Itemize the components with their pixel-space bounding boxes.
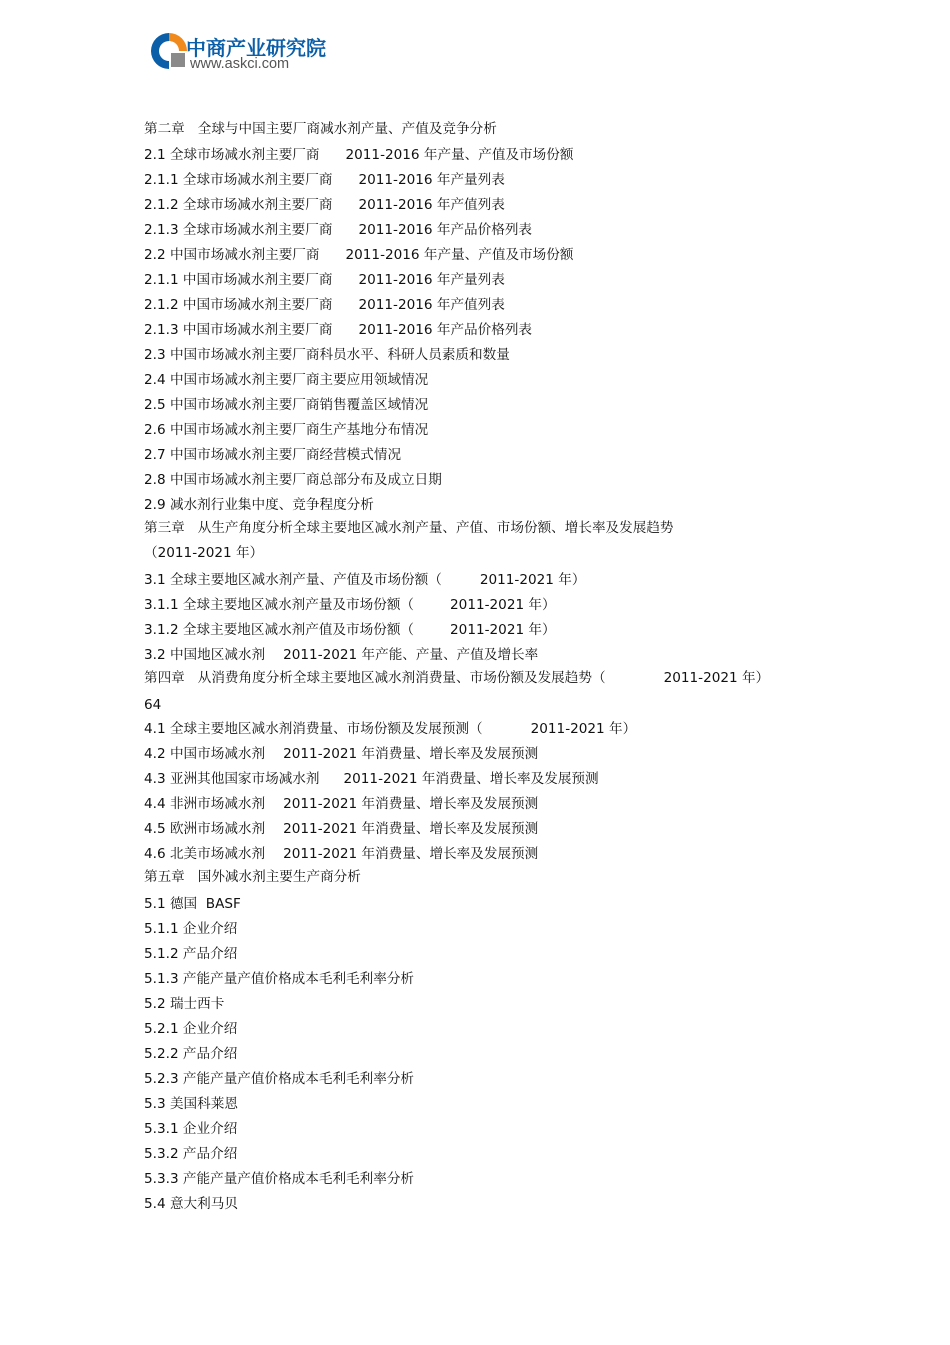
toc-text: 5.1.1 企业介绍 [144,921,238,937]
toc-line-s2-3 [144,346,510,364]
toc-text: 5.1.2 产品介绍 [144,946,238,962]
toc-line-s4-1 [144,720,636,738]
toc-text: 2.3 中国市场减水剂主要厂商科员水平、科研人员素质和数量 [144,347,510,363]
toc-line-s4-6 [144,845,538,863]
toc-line-s5-3-3 [144,1170,414,1188]
toc-text: 第五章 国外减水剂主要生产商分析 [144,869,361,885]
toc-line-s5-3 [144,1095,238,1113]
toc-text-continued: 2011-2021 年消费量、增长率及发展预测 [283,746,539,762]
toc-text-continued: 2011-2021 年消费量、增长率及发展预测 [283,796,539,812]
toc-text-continued: 2011-2016 年产值列表 [358,197,505,213]
toc-text: 第三章 从生产角度分析全球主要地区减水剂产量、产值、市场份额、增长率及发展趋势 [144,520,674,536]
toc-line-s5-2-3 [144,1070,414,1088]
toc-line-s5-1-1 [144,920,237,938]
toc-line-s2-1-1 [144,171,505,189]
toc-text-continued: 2011-2021 年） [663,670,770,686]
toc-line-s5-1-2 [144,945,237,963]
toc-text: 5.2 瑞士西卡 [144,996,225,1012]
toc-line-s2-1 [144,146,573,164]
toc-line-s2-9 [144,496,374,514]
toc-text: 5.1 德国 BASF [144,896,241,912]
toc-text: 3.1.2 全球主要地区减水剂产值及市场份额（ [144,622,415,638]
toc-line-ch5 [144,868,361,886]
toc-text: 2.5 中国市场减水剂主要厂商销售覆盖区域情况 [144,397,429,413]
askci-logo [148,28,348,78]
toc-text: 4.1 全球主要地区减水剂消费量、市场份额及发展预测（ [144,721,483,737]
toc-text: 2.1 全球市场减水剂主要厂商 [144,147,320,163]
toc-text: 3.1 全球主要地区减水剂产量、产值及市场份额（ [144,572,442,588]
toc-text-continued: 2011-2021 年产能、产量、产值及增长率 [283,647,539,663]
toc-text: 4.2 中国市场减水剂 [144,746,266,762]
toc-text: 2.1.2 中国市场减水剂主要厂商 [144,297,333,313]
toc-text-continued: 2011-2021 年消费量、增长率及发展预测 [283,846,539,862]
toc-text: 4.5 欧洲市场减水剂 [144,821,266,837]
toc-text-continued: 2011-2016 年产品价格列表 [358,222,533,238]
toc-line-s2-1-2b [144,296,505,314]
toc-line-page64 [144,696,161,714]
toc-text: （2011-2021 年） [144,545,264,561]
toc-text-continued: 2011-2016 年产量、产值及市场份额 [345,247,574,263]
toc-line-s3-2 [144,646,538,664]
toc-text: 2.7 中国市场减水剂主要厂商经营模式情况 [144,447,402,463]
toc-text: 2.8 中国市场减水剂主要厂商总部分布及成立日期 [144,472,442,488]
toc-text: 2.4 中国市场减水剂主要厂商主要应用领域情况 [144,372,429,388]
toc-text: 2.1.2 全球市场减水剂主要厂商 [144,197,333,213]
toc-text: 5.3.2 产品介绍 [144,1146,238,1162]
toc-text-continued: 2011-2016 年产值列表 [358,297,505,313]
toc-text: 5.2.1 企业介绍 [144,1021,238,1037]
toc-line-s4-5 [144,820,538,838]
toc-line-ch4 [144,669,769,687]
toc-text: 2.1.1 中国市场减水剂主要厂商 [144,272,333,288]
toc-line-ch3-cont [144,544,263,562]
toc-text: 5.3.3 产能产量产值价格成本毛利毛利率分析 [144,1171,415,1187]
toc-text: 4.4 非洲市场减水剂 [144,796,266,812]
toc-text-continued: 2011-2016 年产量列表 [358,172,505,188]
toc-line-s2-6 [144,421,428,439]
toc-text-continued: 2011-2016 年产量列表 [358,272,505,288]
logo-name: 中商产业研究院 [186,36,326,60]
toc-line-s2-7 [144,446,401,464]
toc-line-s5-1 [144,895,241,913]
toc-text: 第二章 全球与中国主要厂商减水剂产量、产值及竞争分析 [144,121,497,137]
toc-text: 5.3.1 企业介绍 [144,1121,238,1137]
toc-text: 5.2.3 产能产量产值价格成本毛利毛利率分析 [144,1071,415,1087]
toc-line-s3-1 [144,571,585,589]
toc-line-s3-1-2 [144,621,556,639]
toc-text: 2.9 减水剂行业集中度、竞争程度分析 [144,497,374,513]
toc-text: 4.6 北美市场减水剂 [144,846,266,862]
toc-line-s5-3-2 [144,1145,237,1163]
toc-text-continued: 2011-2021 年消费量、增长率及发展预测 [343,771,599,787]
toc-text: 2.1.3 中国市场减水剂主要厂商 [144,322,333,338]
toc-line-s2-1-1b [144,271,505,289]
toc-text: 5.3 美国科莱恩 [144,1096,238,1112]
toc-text-continued: 2011-2021 年消费量、增长率及发展预测 [283,821,539,837]
toc-text: 2.6 中国市场减水剂主要厂商生产基地分布情况 [144,422,429,438]
toc-text: 5.4 意大利马贝 [144,1196,238,1212]
toc-text: 64 [144,697,162,713]
toc-line-s4-3 [144,770,599,788]
toc-line-s5-2-1 [144,1020,237,1038]
toc-line-s5-2-2 [144,1045,237,1063]
toc-text: 2.1.3 全球市场减水剂主要厂商 [144,222,333,238]
toc-line-s2-1-2 [144,196,505,214]
toc-text: 3.2 中国地区减水剂 [144,647,266,663]
logo-mark-icon [148,30,190,72]
toc-line-s4-2 [144,745,538,763]
toc-line-s2-2 [144,246,573,264]
toc-text: 5.2.2 产品介绍 [144,1046,238,1062]
toc-line-s4-4 [144,795,538,813]
toc-line-s2-5 [144,396,428,414]
toc-text-continued: 2011-2021 年） [450,597,556,613]
toc-line-ch2 [144,120,497,138]
toc-text: 5.1.3 产能产量产值价格成本毛利毛利率分析 [144,971,415,987]
logo-url: www.askci.com [190,56,290,72]
toc-text: 4.3 亚洲其他国家市场减水剂 [144,771,320,787]
toc-text: 2.1.1 全球市场减水剂主要厂商 [144,172,333,188]
toc-text-continued: 2011-2016 年产品价格列表 [358,322,533,338]
toc-text-continued: 2011-2021 年） [450,622,556,638]
toc-text: 2.2 中国市场减水剂主要厂商 [144,247,320,263]
toc-line-s5-1-3 [144,970,414,988]
toc-line-s5-3-1 [144,1120,237,1138]
toc-line-s2-4 [144,371,428,389]
toc-line-ch3 [144,519,674,537]
toc-line-s2-8 [144,471,442,489]
toc-line-s5-4 [144,1195,238,1213]
toc-text-continued: 2011-2016 年产量、产值及市场份额 [345,147,574,163]
toc-text-continued: 2011-2021 年） [479,572,586,588]
toc-line-s5-2 [144,995,224,1013]
toc-text: 3.1.1 全球主要地区减水剂产量及市场份额（ [144,597,415,613]
toc-line-s3-1-1 [144,596,556,614]
toc-text: 第四章 从消费角度分析全球主要地区减水剂消费量、市场份额及发展趋势（ [144,670,606,686]
toc-line-s2-1-3 [144,221,532,239]
toc-text-continued: 2011-2021 年） [530,721,637,737]
toc-line-s2-1-3b [144,321,532,339]
